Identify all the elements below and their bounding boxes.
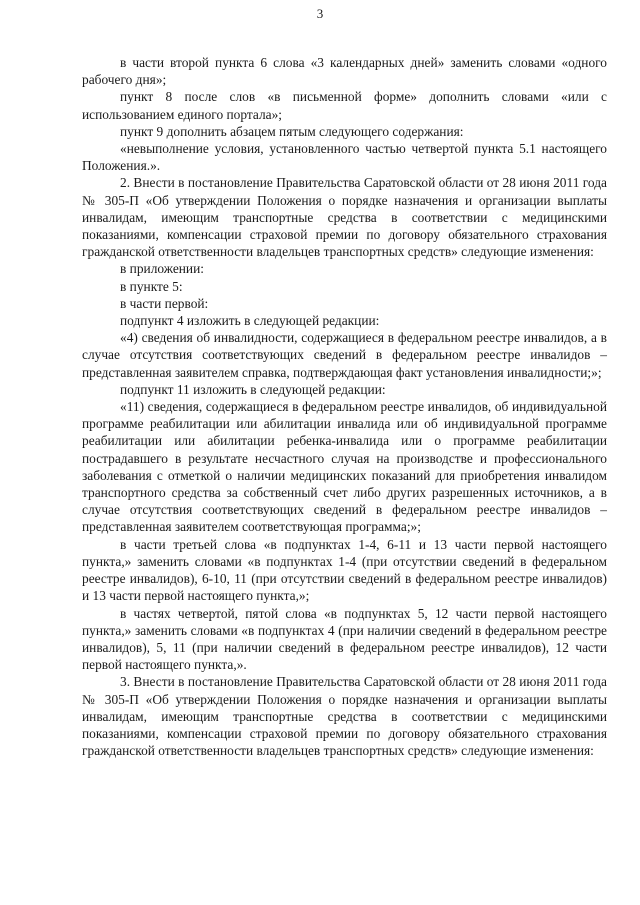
page-number: 3 bbox=[316, 6, 324, 21]
paragraph: в части первой: bbox=[120, 295, 209, 311]
paragraph: в частях четвертой, пятой слова «в подпунктах 5, 12 части первой настоящего пункта,» заменить словами «в подпунктах 4 (при наличии сведений в федеральном реестре инвалидов), 5, 11 (при наличии сведений в федеральном реестре инвалидов), 12 части первой настоящего пункта,». bbox=[82, 605, 607, 673]
document-body bbox=[82, 54, 607, 759]
paragraph: в части второй пункта 6 слова «3 календарных дней» заменить словами «одного рабочего дня»; bbox=[82, 55, 607, 88]
paragraph: «11) сведения, содержащиеся в федеральном реестре инвалидов, об индивидуальной программе реабилитации или абилитации инвалида или об индивидуальной программе реабилитации или абилитации ребенка-инвалида или о программе реабилитации пострадавшего в результате несчастного случая на производстве и профессионального заболевания с отметкой о наличии медицинских показаний для приобретения инвалидом транспортного средства за собственный счет либо других разрешенных источников, а в случае отсутствия соответствующих сведений в федеральном реестре инвалидов – представленная заявителем соответствующая программа;»; bbox=[82, 399, 607, 535]
paragraph: пункт 8 после слов «в письменной форме» дополнить словами «или с использованием единого портала»; bbox=[82, 89, 607, 122]
paragraph: в пункте 5: bbox=[120, 278, 183, 294]
paragraph: 3. Внести в постановление Правительства Саратовской области от 28 июня 2011 года № 305-П «Об утверждении Положения о порядке назначения и организации выплаты инвалидам, имеющим транспортные средства в соответствии с медицинскими показаниями, компенсации страховой премии по договору обязательного страхования гражданской ответственности владельцев транспортных средств» следующие изменения: bbox=[82, 674, 607, 759]
paragraph: в приложении: bbox=[120, 261, 204, 277]
paragraph: «4) сведения об инвалидности, содержащиеся в федеральном реестре инвалидов, а в случае отсутствия соответствующих сведений в федеральном реестре инвалидов – представленная заявителем справка, подтверждающая факт установления инвалидности;»; bbox=[82, 330, 607, 380]
paragraph: подпункт 11 изложить в следующей редакции: bbox=[120, 381, 386, 397]
paragraph: подпункт 4 изложить в следующей редакции: bbox=[120, 313, 380, 329]
paragraph: 2. Внести в постановление Правительства Саратовской области от 28 июня 2011 года № 305-П «Об утверждении Положения о порядке назначения и организации выплаты инвалидам, имеющим транспортные средства в соответствии с медицинскими показаниями, компенсации страховой премии по договору обязательного страхования гражданской ответственности владельцев транспортных средств» следующие изменения: bbox=[82, 175, 607, 260]
paragraph: «невыполнение условия, установленного частью четвертой пункта 5.1 настоящего Положения.». bbox=[82, 141, 607, 174]
paragraph: в части третьей слова «в подпунктах 1-4, 6-11 и 13 части первой настоящего пункта,» заменить словами «в подпунктах 1-4 (при отсутствии сведений в федеральном реестре инвалидов), 6-10, 11 (при отсутствии сведений в федеральном реестре инвалидов) и 13 части первой настоящего пункта,»; bbox=[82, 536, 607, 604]
paragraph: пункт 9 дополнить абзацем пятым следующего содержания: bbox=[120, 123, 464, 139]
